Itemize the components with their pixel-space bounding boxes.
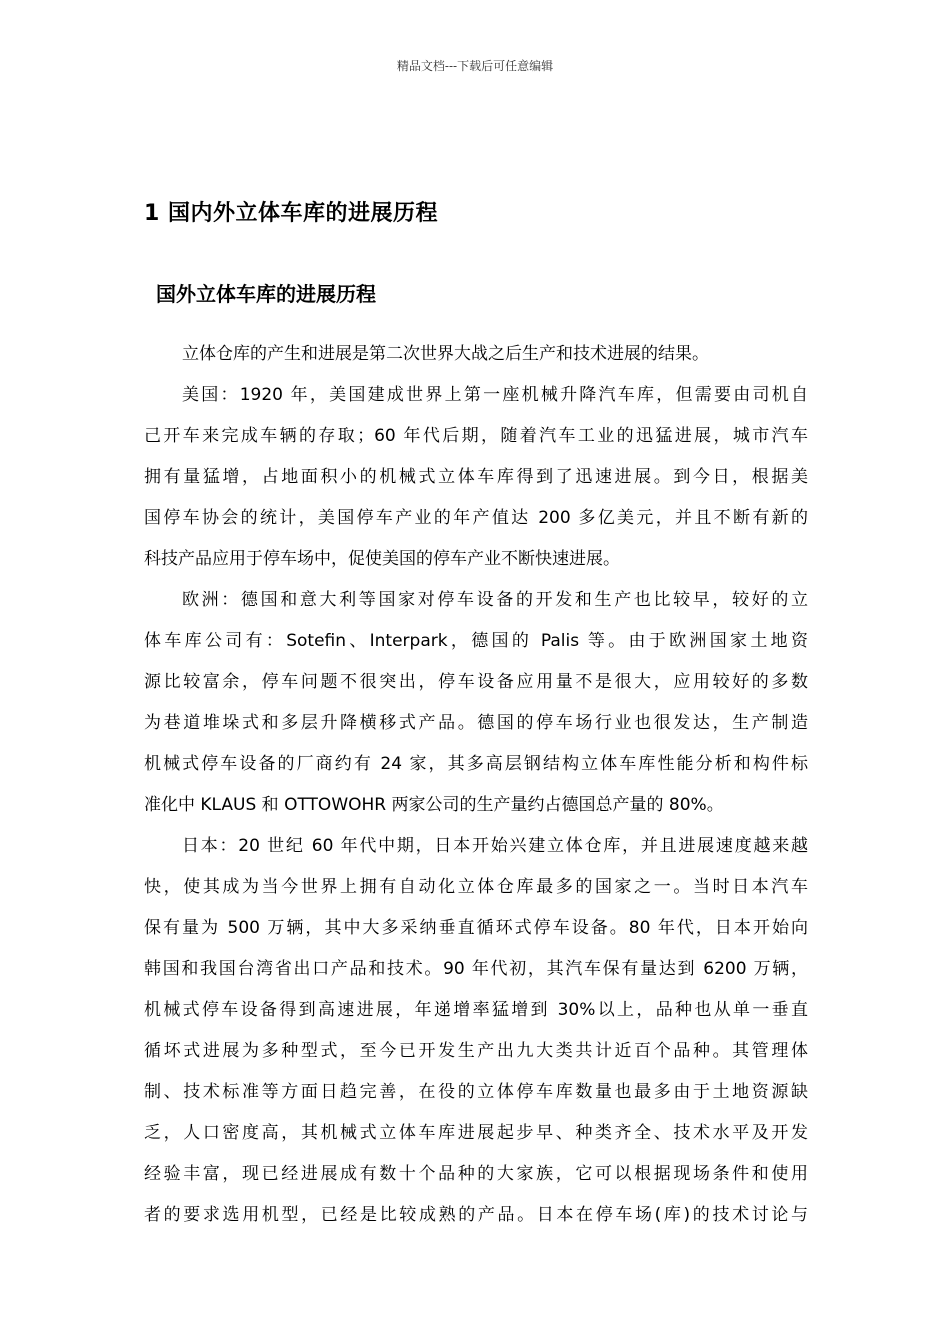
paragraph-line: 机械式停车设备的厂商约有 24 家，其多高层钢结构立体车库性能分析和构件标 <box>144 754 808 774</box>
chapter-heading: 1 国内外立体车库的进展历程 <box>144 201 438 226</box>
paragraph-line: 体车库公司有：Sotefin、Interpark，德国的 Palis 等。由于欧洲国家土地资 <box>144 631 808 651</box>
paragraph-line: 美国：1920 年，美国建成世界上第一座机械升降汽车库，但需要由司机自 <box>182 385 808 405</box>
paragraph-line: 欧洲：德国和意大利等国家对停车设备的开发和生产也比较早，较好的立 <box>182 590 808 610</box>
paragraph-line: 己开车来完成车辆的存取；60 年代后期，随着汽车工业的迅猛进展，城市汽车 <box>144 426 808 446</box>
paragraph-line: 快，使其成为当今世界上拥有自动化立体仓库最多的国家之一。当时日本汽车 <box>144 877 808 897</box>
body-text <box>144 338 808 1240</box>
paragraph-line: 立体仓库的产生和进展是第二次世界大战之后生产和技术进展的结果。 <box>182 344 709 364</box>
paragraph-line: 乏，人口密度高，其机械式立体车库进展起步早、种类齐全、技术水平及开发 <box>144 1123 808 1143</box>
paragraph-line: 机械式停车设备得到高速进展，年递增率猛增到 30%以上，品种也从单一垂直 <box>144 1000 808 1020</box>
paragraph-line: 者的要求选用机型，已经是比较成熟的产品。日本在停车场(库)的技术讨论与 <box>144 1205 808 1225</box>
paragraph-line: 循坏式进展为多种型式，至今已开发生产出九大类共计近百个品种。其管理体 <box>144 1041 808 1061</box>
paragraph-line: 源比较富余，停车问题不很突出，停车设备应用量不是很大，应用较好的多数 <box>144 672 808 692</box>
paragraph-line: 拥有量猛增，占地面积小的机械式立体车库得到了迅速进展。到今日，根据美 <box>144 467 808 487</box>
paragraph-line: 科技产品应用于停车场中，促使美国的停车产业不断快速进展。 <box>144 549 620 569</box>
paragraph-line: 准化中 KLAUS 和 OTTOWOHR 两家公司的生产量约占德国总产量的 80%。 <box>144 795 724 815</box>
paragraph-line: 制、技术标准等方面日趋完善，在役的立体停车库数量也最多由于土地资源缺 <box>144 1082 808 1102</box>
paragraph-line: 日本：20 世纪 60 年代中期，日本开始兴建立体仓库，并且进展速度越来越 <box>182 836 808 856</box>
paragraph-line: 经验丰富，现已经进展成有数十个品种的大家族，它可以根据现场条件和使用 <box>144 1164 808 1184</box>
page-header: 精品文档---下载后可任意编辑 <box>396 59 554 73</box>
paragraph-line: 保有量为 500 万辆，其中大多采纳垂直循环式停车设备。80 年代，日本开始向 <box>144 918 808 938</box>
paragraph-line: 韩国和我国台湾省出口产品和技术。90 年代初，其汽车保有量达到 6200 万辆， <box>144 959 808 979</box>
paragraph-line: 为巷道堆垛式和多层升降横移式产品。德国的停车场行业也很发达，生产制造 <box>144 713 808 733</box>
paragraph-line: 国停车协会的统计，美国停车产业的年产值达 200 多亿美元，并且不断有新的 <box>144 508 808 528</box>
section-heading: 国外立体车库的进展历程 <box>156 282 376 306</box>
